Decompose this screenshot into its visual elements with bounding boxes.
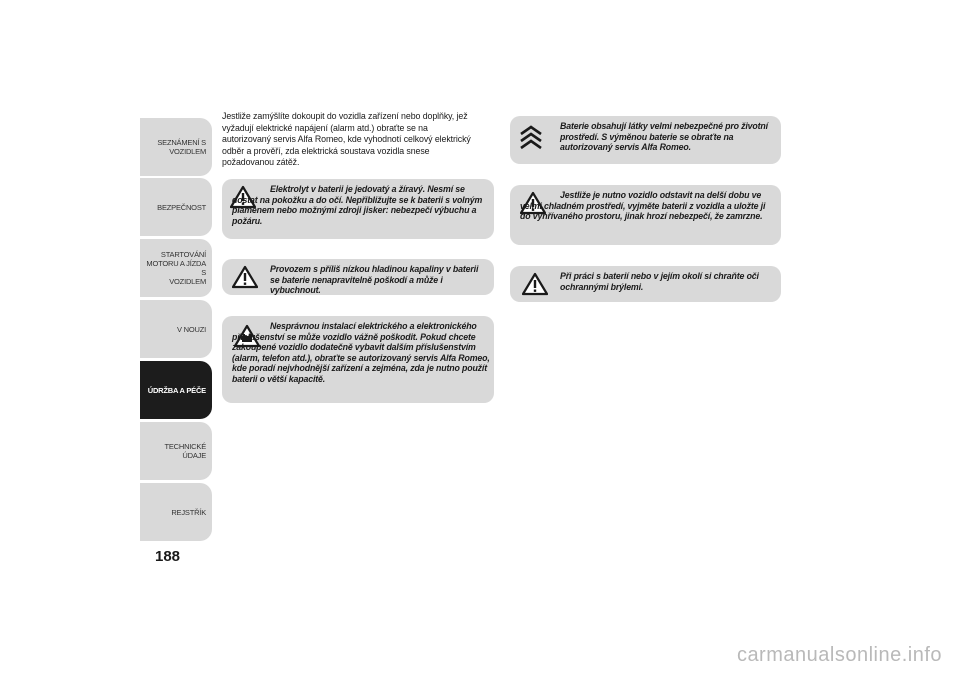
warning-triangle-icon <box>522 272 548 296</box>
tab-seznameni-s-vozidlem[interactable]: SEZNÁMENÍ S VOZIDLEM <box>140 118 212 176</box>
warning-box-accessories <box>222 316 494 403</box>
page-number: 188 <box>155 548 181 565</box>
warning-text: Baterie obsahují látky velmi nebezpečné pro životní prostředí. S výměnou baterie se obraťte na autorizovaný servis Alfa Romeo. <box>560 121 768 152</box>
warning-text: Nesprávnou instalací elektrického a elektronického příslušenství se může vozidlo vážně poškodit. Pokud chcete zakoupené vozidlo dodatečně vybavit dalším příslušenstvím (alarm, telefon atd.), obraťte se autorizovaný servis Alfa Romeo, kde poradí nejvhodnější zařízení a zejména, zda je nutno použít baterii o větší kapacitě. <box>232 321 490 384</box>
warning-box-environment <box>510 116 781 164</box>
tab-technicke-udaje[interactable]: TECHNICKÉ ÚDAJE <box>140 422 212 480</box>
warning-box-eye-protection <box>510 266 781 302</box>
intro-paragraph: Jestliže zamýšlíte dokoupit do vozidla zařízení nebo doplňky, jež vyžadují elektrické napájení (alarm atd.) obraťte se na autorizovaný servis Alfa Romeo, kde vyhodnotí celkový elektrický odběr a prověří, zda elektrická soustava vozidla snese požadovanou zátěž. <box>222 111 471 168</box>
watermark: carmanualsonline.info <box>736 644 942 666</box>
warning-text: Provozem s příliš nízkou hladinou kapaliny v baterii se baterie nenapravitelně poškodí a může i vybuchnout. <box>270 264 479 295</box>
warning-text: Jestliže je nutno vozidlo odstavit na delší dobu ve velmi chladném prostředí, vyjměte baterii z vozidla a uložte ji do vyhřívaného prostoru, jinak hrozí nebezpečí, že zamrzne. <box>520 190 766 221</box>
tab-bezpecnost[interactable]: BEZPEČNOST <box>140 178 212 236</box>
warning-box-low-fluid <box>222 259 494 295</box>
tab-rejstrik[interactable]: REJSTŘÍK <box>140 483 212 541</box>
tab-udrzba-a-pece[interactable]: ÚDRŽBA A PÉČE <box>140 361 212 419</box>
tab-v-nouzi[interactable]: V NOUZI <box>140 300 212 358</box>
warning-box-cold-storage <box>510 185 781 245</box>
warning-box-electrolyte <box>222 179 494 239</box>
tab-startovani[interactable]: STARTOVÁNÍ MOTORU A JÍZDA S VOZIDLEM <box>140 239 212 297</box>
environment-chevrons-icon <box>518 124 544 154</box>
warning-triangle-icon <box>232 265 258 289</box>
warning-text: Elektrolyt v baterii je jedovatý a žíravý. Nesmí se dostat na pokožku a do očí. Nepřibližujte se k baterii s volným plamenem nebo možnými zdroji jisker: nebezpečí výbuchu a požáru. <box>232 184 483 226</box>
warning-text: Při práci s baterií nebo v jejím okolí si chraňte oči ochrannými brýlemi. <box>560 271 759 292</box>
